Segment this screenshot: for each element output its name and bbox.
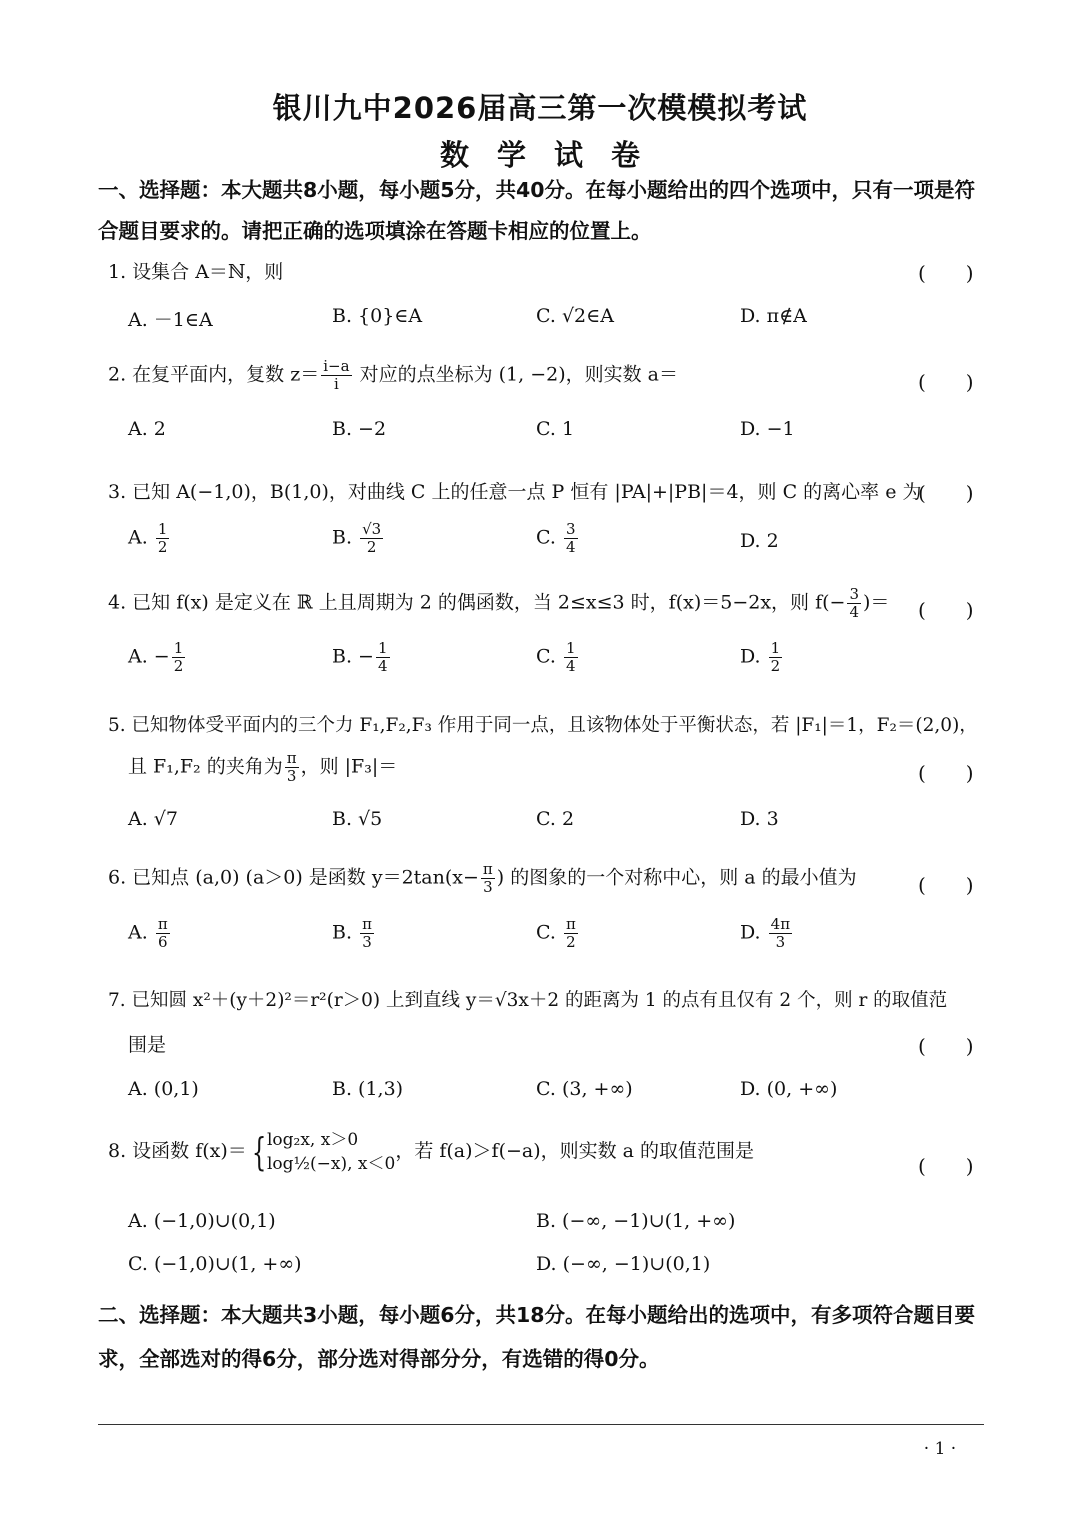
question-1-answer-paren: ( ) <box>918 261 974 285</box>
question-2-fraction: $\frac{i-a}{i}$ <box>323 357 350 393</box>
question-2-stem-post: 对应的点坐标为 (1, −2)，则实数 a＝ <box>353 363 678 386</box>
question-3-option-c: C. $\frac{3}{4}$ <box>536 520 576 556</box>
question-8-answer-paren: ( ) <box>918 1154 974 1178</box>
question-2-stem-pre: 2. 在复平面内，复数 z＝ <box>108 363 320 386</box>
question-4-answer-paren: ( ) <box>918 598 974 622</box>
question-2-option-c: C. 1 <box>536 418 575 440</box>
question-2-stem <box>108 358 678 393</box>
question-5-stem-line2: 且 F₁,F₂ 的夹角为 $\frac{\pi}{3}$ ，则 |F₃|＝ <box>128 749 398 785</box>
question-6-stem: 6. 已知点 (a,0) (a＞0) 是函数 y＝2tan(x− $\frac{\pi}{3}$ ) 的图象的一个对称中心，则 a 的最小值为 <box>108 860 857 896</box>
question-3-option-a: A. $\frac{1}{2}$ <box>128 520 168 556</box>
question-7-option-d: D. (0, +∞) <box>740 1078 838 1100</box>
question-8-option-a: A. (−1,0)∪(0,1) <box>128 1210 276 1232</box>
question-7-option-b: B. (1,3) <box>332 1078 404 1100</box>
question-2-option-d: D. −1 <box>740 418 795 440</box>
question-8-option-c: C. (−1,0)∪(1, +∞) <box>128 1253 302 1275</box>
question-2-option-a: A. 2 <box>128 418 166 440</box>
exam-title: 银川九中2026届高三第一次模模拟考试 <box>272 91 808 125</box>
question-1-option-b: B. {0}∈A <box>332 305 423 327</box>
question-3-answer-paren: ( ) <box>918 481 974 505</box>
question-5-option-a: A. √7 <box>128 808 178 830</box>
question-6-option-a: A. $\frac{\pi}{6}$ <box>128 915 168 951</box>
question-4-option-b: B. − $\frac{1}{4}$ <box>332 639 388 675</box>
section-2-intro: 二、选择题：本大题共3小题，每小题6分，共18分。在每小题给出的选项中，有多项符合题目要求，全部选对的得6分，部分选对得部分分，有选错的得0分。 <box>98 1303 976 1371</box>
question-1-stem: 1. 设集合 A＝ℕ，则 <box>108 261 284 283</box>
page-number: · 1 · <box>923 1439 957 1459</box>
question-6-option-d: D. $\frac{4\pi}{3}$ <box>740 915 791 951</box>
question-6-option-b: B. $\frac{\pi}{3}$ <box>332 915 372 951</box>
question-2-option-b: B. −2 <box>332 418 387 440</box>
question-1-option-c: C. √2∈A <box>536 305 614 327</box>
question-7-stem-line1: 7. 已知圆 x²＋(y＋2)²＝r²(r＞0) 上到直线 y＝√3x＋2 的距离为 1 的点有且仅有 2 个，则 r 的取值范 <box>108 990 948 1011</box>
question-7-stem-line2: 围是 <box>128 1034 167 1056</box>
question-5-stem-line1: 5. 已知物体受平面内的三个力 F₁,F₂,F₃ 作用于同一点，且该物体处于平衡状态，若 |F₁|＝1，F₂＝(2,0)， <box>108 715 978 736</box>
question-3-option-d: D. 2 <box>740 530 779 552</box>
question-3-option-b: B. $\frac{√3}{2}$ <box>332 520 382 556</box>
question-3-stem: 3. 已知 A(−1,0)，B(1,0)，对曲线 C 上的任意一点 P 恒有 |PA|+|PB|＝4，则 C 的离心率 e 为 <box>108 481 922 503</box>
question-8-stem: 8. 设函数 f(x)＝ { log₂x, x＞0 log½(−x), x＜0 ，若 f(a)＞f(−a)，则实数 a 的取值范围是 <box>108 1130 755 1174</box>
question-8-option-d: D. (−∞, −1)∪(0,1) <box>536 1253 711 1275</box>
question-5-option-d: D. 3 <box>740 808 779 830</box>
question-7-option-c: C. (3, +∞) <box>536 1078 633 1100</box>
question-7-answer-paren: ( ) <box>918 1034 974 1058</box>
piecewise-brace: { <box>251 1130 267 1174</box>
question-1-option-a: A. －1∈A <box>128 309 213 331</box>
question-1-option-d: D. π∉A <box>740 305 807 327</box>
footer-rule <box>98 1424 984 1425</box>
question-5-option-b: B. √5 <box>332 808 383 830</box>
question-4-option-c: C. $\frac{1}{4}$ <box>536 639 576 675</box>
piecewise-definition: log₂x, x＞0 log½(−x), x＜0 <box>266 1130 396 1174</box>
question-6-answer-paren: ( ) <box>918 873 974 897</box>
question-5-option-c: C. 2 <box>536 808 575 830</box>
question-4-stem: 4. 已知 f(x) 是定义在 ℝ 上且周期为 2 的偶函数，当 2≤x≤3 时，f(x)＝5−2x，则 f(− $\frac{3}{4}$ )＝ <box>108 585 890 621</box>
question-6-option-c: C. $\frac{\pi}{2}$ <box>536 915 576 951</box>
section-1-intro: 一、选择题：本大题共8小题，每小题5分，共40分。在每小题给出的四个选项中，只有一项是符合题目要求的。请把正确的选项填涂在答题卡相应的位置上。 <box>98 178 976 243</box>
question-8-option-b: B. (−∞, −1)∪(1, +∞) <box>536 1210 736 1232</box>
question-4-option-a: A. − $\frac{1}{2}$ <box>128 639 184 675</box>
exam-subtitle: 数学试卷 <box>439 138 668 172</box>
question-5-answer-paren: ( ) <box>918 761 974 785</box>
question-7-option-a: A. (0,1) <box>128 1078 199 1100</box>
question-4-option-d: D. $\frac{1}{2}$ <box>740 639 781 675</box>
question-2-answer-paren: ( ) <box>918 370 974 394</box>
